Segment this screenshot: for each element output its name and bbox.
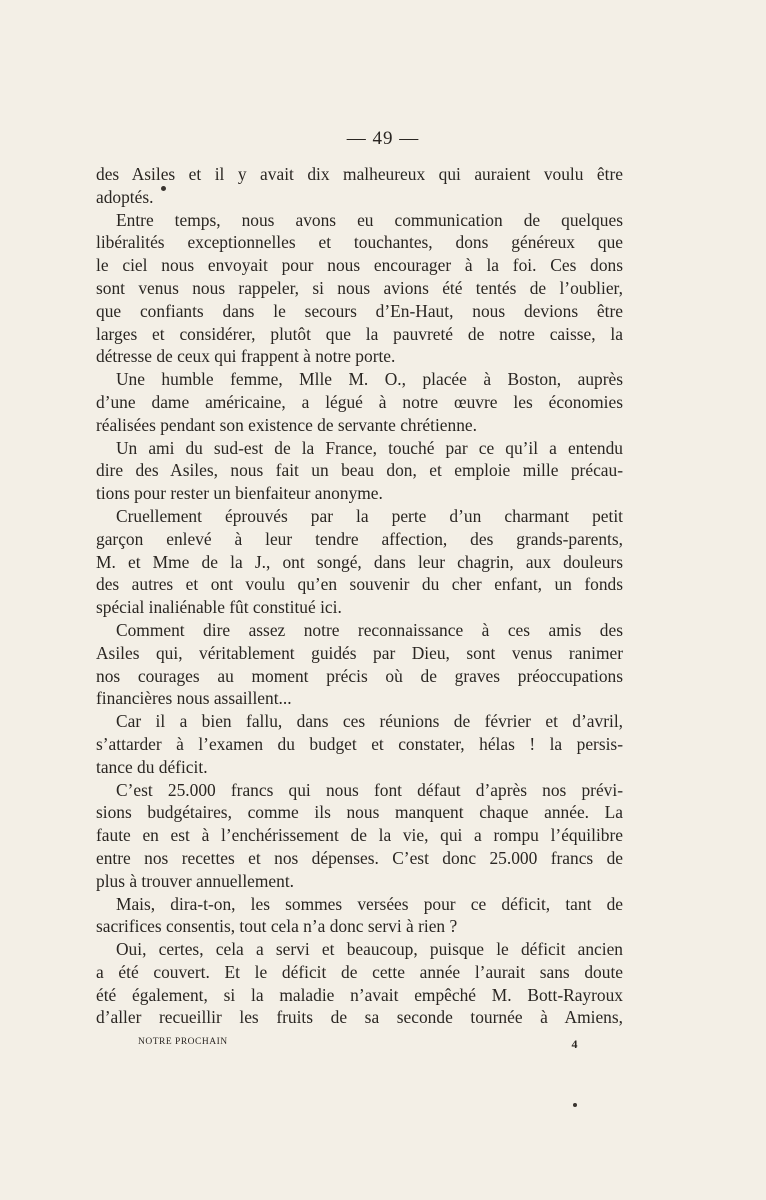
ink-spot bbox=[573, 1103, 577, 1107]
text-line: d’une dame américaine, a légué à notre œuvre les économies bbox=[96, 391, 623, 412]
text-line: des autres et ont voulu qu’en souvenir du cher enfant, un fonds bbox=[96, 574, 623, 595]
text-line: que confiants dans le secours d’En-Haut, nous devions être bbox=[96, 300, 623, 321]
text-line: libéralités exceptionnelles et touchantes, dons généreux que bbox=[96, 232, 623, 253]
body-text bbox=[96, 163, 623, 1029]
text-line: Un ami du sud-est de la France, touché par ce qu’il a entendu bbox=[116, 437, 623, 458]
text-line: C’est 25.000 francs qui nous font défaut d’après nos prévi- bbox=[116, 779, 623, 800]
text-line: spécial inaliénable fût constitué ici. bbox=[96, 597, 342, 618]
text-line: faute en est à l’enchérissement de la vie, qui a rompu l’équilibre bbox=[96, 825, 623, 846]
text-line: plus à trouver annuellement. bbox=[96, 870, 294, 891]
text-line: Car il a bien fallu, dans ces réunions de février et d’avril, bbox=[116, 711, 623, 732]
text-line: le ciel nous envoyait pour nous encourager à la foi. Ces dons bbox=[96, 255, 623, 276]
text-line: été également, si la maladie n’avait empêché M. Bott-Rayroux bbox=[96, 984, 623, 1005]
page-number: — 49 — bbox=[346, 128, 420, 149]
text-line: dire des Asiles, nous fait un beau don, et emploie mille précau- bbox=[96, 460, 623, 481]
text-line: larges et considérer, plutôt que la pauvreté de notre caisse, la bbox=[96, 323, 623, 344]
text-line: Comment dire assez notre reconnaissance à ces amis des bbox=[116, 619, 623, 640]
text-line: Entre temps, nous avons eu communication de quelques bbox=[116, 209, 623, 230]
text-line: sacrifices consentis, tout cela n’a donc servi à rien ? bbox=[96, 916, 458, 937]
text-line: M. et Mme de la J., ont songé, dans leur chagrin, aux douleurs bbox=[96, 551, 623, 572]
text-line: tions pour rester un bienfaiteur anonyme. bbox=[96, 483, 383, 504]
text-line: d’aller recueillir les fruits de sa seconde tournée à Amiens, bbox=[96, 1007, 623, 1028]
footer-signature: NOTRE PROCHAIN bbox=[138, 1037, 228, 1047]
text-line: Oui, certes, cela a servi et beaucoup, puisque le déficit ancien bbox=[116, 939, 623, 960]
text-line: a été couvert. Et le déficit de cette année l’aurait sans doute bbox=[96, 961, 623, 982]
text-line: détresse de ceux qui frappent à notre porte. bbox=[96, 346, 396, 367]
text-line: nos courages au moment précis où de graves préoccupations bbox=[96, 665, 623, 686]
text-line: Asiles qui, véritablement guidés par Dieu, sont venus ranimer bbox=[96, 642, 623, 663]
text-line: sions budgétaires, comme ils nous manquent chaque année. La bbox=[96, 802, 623, 823]
text-line: Mais, dira-t-on, les sommes versées pour ce déficit, tant de bbox=[116, 893, 623, 914]
footer-signature-number: 4 bbox=[571, 1037, 578, 1051]
text-line: réalisées pendant son existence de servante chrétienne. bbox=[96, 414, 477, 435]
text-line: financières nous assaillent... bbox=[96, 688, 292, 709]
text-line: sont venus nous rappeler, si nous avions été tentés de l’oublier, bbox=[96, 277, 623, 298]
text-line: entre nos recettes et nos dépenses. C’est donc 25.000 francs de bbox=[96, 847, 623, 868]
text-line: garçon enlevé à leur tendre affection, des grands-parents, bbox=[96, 528, 623, 549]
text-line: des Asiles et il y avait dix malheureux qui auraient voulu être bbox=[96, 164, 623, 184]
text-line: s’attarder à l’examen du budget et constater, hélas ! la persis- bbox=[96, 733, 623, 754]
text-line: adoptés. bbox=[96, 186, 154, 207]
text-line: Une humble femme, Mlle M. O., placée à Boston, auprès bbox=[116, 369, 623, 390]
page-footer bbox=[138, 1037, 578, 1052]
text-line: tance du déficit. bbox=[96, 756, 208, 777]
ink-spot bbox=[161, 186, 166, 191]
text-line: Cruellement éprouvés par la perte d’un charmant petit bbox=[116, 505, 623, 526]
